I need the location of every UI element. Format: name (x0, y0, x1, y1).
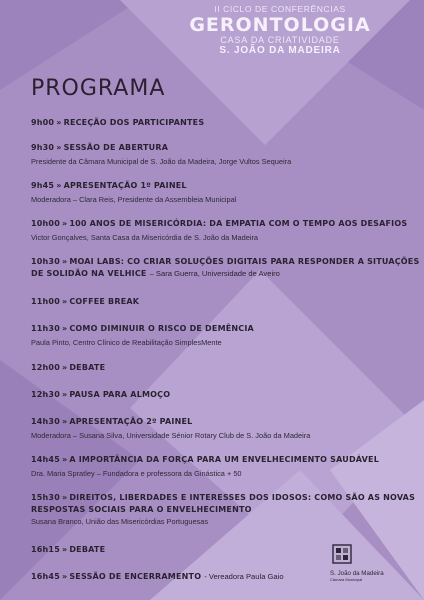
municipality-name: S. João da Madeira (330, 570, 384, 577)
item-title-continued: RESPOSTAS SOCIAIS PARA O ENVELHECIMENTO (31, 505, 252, 514)
programme-item (31, 416, 411, 441)
item-heading (31, 492, 416, 504)
item-time: 16h15 (31, 545, 60, 554)
item-time: 12h30 (31, 390, 60, 399)
item-heading (31, 416, 411, 428)
programme-item (31, 389, 411, 401)
item-heading-continued (31, 504, 411, 516)
event-supertitle: II CICLO DE CONFERÊNCIAS (214, 4, 346, 14)
item-heading (31, 142, 411, 154)
item-heading (31, 256, 420, 268)
item-separator: » (56, 143, 62, 152)
item-time: 11h30 (31, 324, 60, 333)
event-header (150, 4, 410, 57)
item-detail: Victor Gonçalves, Santa Casa da Misericórdia de S. João da Madeira (31, 233, 259, 242)
item-separator: » (61, 572, 68, 581)
item-title: APRESENTAÇÃO 1º PAINEL (63, 181, 187, 190)
item-title: DEBATE (69, 363, 106, 372)
municipality-logo (330, 544, 394, 582)
item-separator: » (61, 257, 68, 266)
event-location: S. JOÃO DA MADEIRA (219, 45, 341, 56)
item-heading-continued (31, 268, 411, 280)
item-separator: » (61, 219, 68, 228)
item-title: APRESENTAÇÃO 2º PAINEL (69, 417, 193, 426)
item-title: COMO DIMINUIR O RISCO DE DEMÊNCIA (69, 324, 254, 333)
item-heading (31, 117, 411, 129)
item-time: 9h45 (31, 181, 55, 190)
item-title: RECEÇÃO DOS PARTICIPANTES (63, 118, 205, 127)
item-title: MOAI LABS: CO CRIAR SOLUÇÕES DIGITAIS PARA RESPONDER A SITUAÇÕES (69, 257, 420, 266)
item-time: 9h30 (31, 143, 55, 152)
municipality-logo-icon (332, 544, 352, 564)
item-title: 100 ANOS DE MISERICÓRDIA: DA EMPATIA COM O TEMPO AOS DESAFIOS (69, 219, 408, 228)
item-time: 9h00 (31, 118, 55, 127)
item-time: 15h30 (31, 493, 60, 502)
item-detail: Moderadora – Susana Silva, Universidade Sénior Rotary Club de S. João da Madeira (31, 431, 311, 440)
item-heading (31, 180, 411, 192)
item-time: 12h00 (31, 363, 60, 372)
item-separator: » (61, 455, 68, 464)
item-title: DIREITOS, LIBERDADES E INTERESSES DOS IDOSOS: COMO SÃO AS NOVAS (69, 493, 416, 502)
item-title: SESSÃO DE ABERTURA (63, 143, 169, 152)
item-time: 11h00 (31, 297, 60, 306)
municipality-subtitle: Câmara Municipal (330, 577, 363, 582)
item-detail: Paula Pinto, Centro Clínico de Reabilitação SimplesMente (31, 338, 222, 347)
item-time: 10h00 (31, 219, 60, 228)
item-title: SESSÃO DE ENCERRAMENTO (69, 572, 202, 581)
item-detail: Dra. Maria Spratley – Fundadora e professora da Ginástica + 50 (31, 469, 242, 478)
item-separator: » (56, 181, 62, 190)
item-time: 14h45 (31, 455, 60, 464)
item-title: DEBATE (69, 545, 106, 554)
item-detail: Susana Branco, União das Misericórdias Portuguesas (31, 517, 209, 526)
item-separator: » (61, 297, 68, 306)
item-separator: » (61, 545, 68, 554)
item-title: PAUSA PARA ALMOÇO (69, 390, 171, 399)
programme-item (31, 296, 411, 308)
item-separator: » (61, 390, 68, 399)
item-title: A IMPORTÂNCIA DA FORÇA PARA UM ENVELHECIMENTO SAUDÁVEL (69, 455, 379, 464)
item-separator: » (61, 417, 68, 426)
item-heading (31, 362, 411, 374)
item-separator: » (61, 493, 68, 502)
programme-item (31, 218, 411, 243)
item-heading (31, 323, 411, 335)
item-title: COFFEE BREAK (69, 297, 140, 306)
item-separator: » (56, 118, 62, 127)
item-heading (31, 454, 411, 466)
programme-item (31, 180, 411, 205)
item-time: 10h30 (31, 257, 60, 266)
item-time: 14h30 (31, 417, 60, 426)
event-title: GERONTOLOGIA (189, 14, 371, 36)
event-subtitle: CASA DA CRIATIVIDADE (220, 35, 340, 45)
item-time: 16h45 (31, 572, 60, 581)
programme-item (31, 256, 420, 280)
programme-item (31, 492, 416, 527)
item-separator: » (61, 363, 68, 372)
programme-item (31, 117, 411, 129)
programme-item (31, 142, 411, 167)
item-detail: Moderadora – Clara Reis, Presidente da Assembleia Municipal (31, 195, 237, 204)
item-inline-detail: – Sara Guerra, Universidade de Aveiro (149, 269, 280, 278)
programme-item (31, 454, 411, 479)
programa-heading: PROGRAMA (31, 76, 166, 101)
programme-item (31, 323, 411, 348)
item-separator: » (61, 324, 68, 333)
item-inline-detail: - Vereadora Paula Gaio (204, 572, 284, 581)
programme-item (31, 362, 411, 374)
item-detail: Presidente da Câmara Municipal de S. João da Madeira, Jorge Vultos Sequeira (31, 157, 292, 166)
item-heading (31, 296, 411, 308)
item-heading (31, 218, 411, 230)
item-heading (31, 389, 411, 401)
item-title-continued: DE SOLIDÃO NA VELHICE (31, 269, 147, 278)
